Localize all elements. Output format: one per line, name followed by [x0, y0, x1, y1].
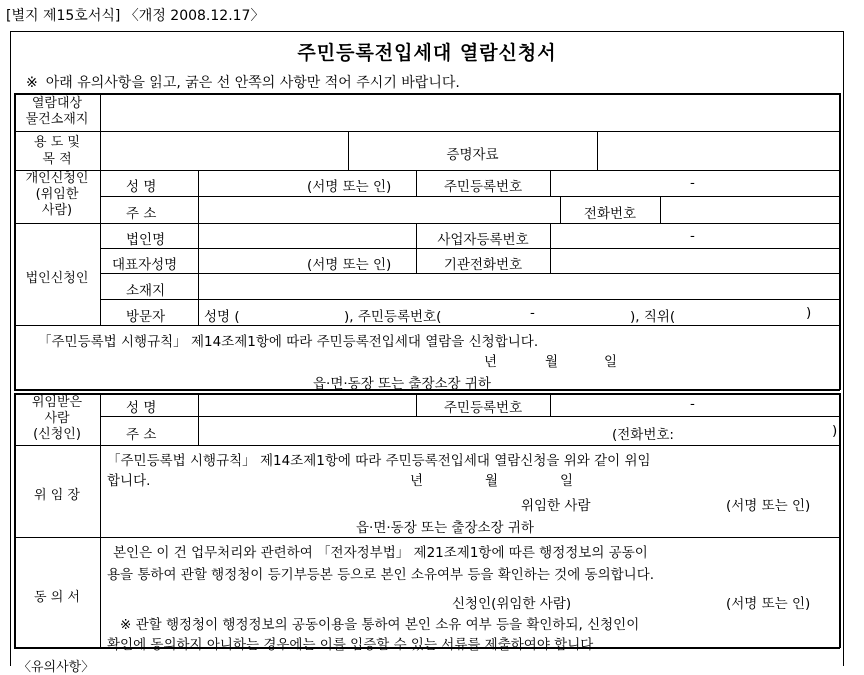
col-line: [198, 393, 199, 445]
delegate-address-field[interactable]: [202, 419, 607, 442]
row-line: [14, 131, 840, 132]
evidence-field[interactable]: [601, 134, 835, 167]
visitor-label: 방문자: [126, 309, 166, 325]
application-month: 월: [545, 354, 559, 370]
application-year: 년: [484, 354, 498, 370]
notice-mark: ※: [26, 75, 38, 91]
bold-top: [14, 93, 840, 95]
consent-note-line2: 확인에 동의하지 아니하는 경우에는 이를 입증할 수 있는 서류를 제출하여야 합니다.: [107, 637, 598, 653]
row-line: [14, 445, 840, 446]
row-line: [100, 299, 840, 300]
proxy-recipient: 읍·면·동장 또는 출장소장 귀하: [356, 520, 534, 536]
row-line: [14, 170, 840, 171]
visitor-close: ): [806, 305, 812, 321]
col-line: [597, 131, 598, 170]
row-line: [14, 537, 840, 538]
proxy-statement-line2: 합니다.: [107, 473, 151, 489]
application-day: 일: [604, 354, 618, 370]
biz-no-field[interactable]: [554, 226, 836, 246]
location-field[interactable]: [202, 276, 836, 297]
org-phone-label: 기관전화번호: [443, 257, 523, 273]
row-line: [14, 325, 840, 326]
individual-address-field[interactable]: [202, 199, 556, 221]
consent-note-line1: ※ 관할 행정청이 행정정보의 공동이용을 통하여 본인 소유 여부 등을 확인하되, 신청인이: [120, 617, 640, 633]
col-line: [100, 93, 101, 325]
corporate-applicant-label: 법인신청인: [25, 271, 89, 286]
visitor-rrn-dash: -: [530, 305, 535, 321]
proxy-day: 일: [560, 473, 574, 489]
delegate-address-label: 주 소: [126, 427, 157, 443]
application-statement: 「주민등록법 시행규칙」 제14조제1항에 따라 주민등록전입세대 열람을 신청합니다.: [38, 334, 539, 350]
delegate-phone-close: ): [832, 423, 838, 439]
location-label: 소재지: [126, 283, 166, 299]
revision-date: 〈개정 2008.12.17〉: [124, 8, 265, 24]
proxy-label: 위 임 장: [34, 488, 80, 503]
evidence-label: 증명자료: [446, 147, 499, 163]
proxy-statement-line1: 「주민등록법 시행규칙」 제14조제1항에 따라 주민등록전입세대 열람신청을 위와 같이 위임: [107, 453, 651, 469]
frame-left: [10, 31, 11, 666]
page-title: 주민등록전입세대 열람신청서: [297, 42, 557, 64]
footer-notes-heading: 〈유의사항〉: [18, 660, 95, 675]
row-line: [14, 223, 840, 224]
individual-phone-field[interactable]: [664, 199, 836, 221]
frame-top: [10, 31, 843, 32]
col-line: [550, 393, 551, 416]
row-line: [100, 196, 840, 197]
individual-rrn-field[interactable]: [554, 173, 836, 194]
individual-rrn-dash: -: [690, 175, 695, 191]
proxy-month: 월: [485, 473, 499, 489]
proxy-year: 년: [410, 473, 424, 489]
delegate-phone-open: (전화번호:: [612, 427, 674, 443]
target-label: 열람대상 물건소재지: [25, 96, 89, 127]
proxy-delegator-label: 위임한 사람: [521, 498, 591, 514]
consent-line2: 용을 통하여 관할 행정청이 등기부등본 등으로 본인 소유여부 등을 확인하는 것에 동의합니다.: [107, 567, 655, 583]
representative-sign-hint: (서명 또는 인): [307, 257, 392, 273]
bold2-top: [14, 393, 840, 395]
corp-name-label: 법인명: [126, 232, 166, 248]
corp-name-field[interactable]: [202, 226, 412, 246]
representative-label: 대표자성명: [112, 257, 178, 273]
col-line: [100, 445, 101, 647]
individual-phone-label: 전화번호: [583, 206, 637, 222]
purpose-label: 용 도 및 목 적: [34, 135, 80, 167]
col-line: [198, 170, 199, 325]
col-line: [100, 393, 101, 445]
biz-no-dash: -: [690, 228, 695, 244]
col-line: [660, 196, 661, 223]
org-phone-field[interactable]: [554, 251, 836, 271]
notice: ※ 아래 유의사항을 읽고, 굵은 선 안쪽의 사항만 적어 주시기 바랍니다.: [26, 75, 460, 91]
application-recipient: 읍·면·동장 또는 출장소장 귀하: [313, 376, 491, 392]
individual-rrn-label: 주민등록번호: [443, 179, 523, 195]
proxy-sign-hint: (서명 또는 인): [726, 498, 811, 514]
delegate-name-label: 성 명: [126, 400, 157, 416]
delegate-rrn-label: 주민등록번호: [443, 400, 523, 416]
col-line: [550, 223, 551, 273]
biz-no-label: 사업자등록번호: [437, 232, 529, 248]
delegate-rrn-dash: -: [690, 396, 695, 412]
delegate-name-field[interactable]: [202, 396, 412, 414]
row-line: [100, 273, 840, 274]
consent-line1: 본인은 이 건 업무처리와 관련하여 「전자정부법」 제21조제1항에 따른 행정정보의 공동이: [113, 545, 648, 561]
purpose-field[interactable]: [104, 134, 344, 167]
individual-sign-hint: (서명 또는 인): [307, 179, 392, 195]
individual-address-label: 주 소: [126, 206, 157, 222]
individual-name-label: 성 명: [126, 179, 157, 195]
consent-sign-hint: (서명 또는 인): [726, 596, 811, 612]
bold2-right: [839, 393, 841, 648]
col-line: [550, 170, 551, 196]
consent-applicant-label: 신청인(위임한 사람): [452, 596, 572, 612]
row-line: [100, 248, 840, 249]
bold-right: [839, 93, 841, 390]
target-address-field[interactable]: [104, 97, 836, 128]
consent-label: 동 의 서: [34, 590, 80, 605]
frame-right: [843, 31, 844, 666]
row-line: [100, 416, 840, 417]
delegate-label: 위임받은 사람 (신청인): [31, 395, 83, 442]
visitor-name-label: 성명 (: [204, 309, 240, 325]
individual-applicant-label: 개인신청인 (위임한 사람): [25, 171, 89, 218]
visitor-rrn-label: ), 주민등록번호(: [344, 309, 442, 325]
delegate-rrn-field[interactable]: [554, 396, 836, 414]
form-label: [별지 제15호서식] 〈개정 2008.12.17〉: [6, 8, 265, 24]
visitor-position-label: ), 직위(: [630, 309, 676, 325]
